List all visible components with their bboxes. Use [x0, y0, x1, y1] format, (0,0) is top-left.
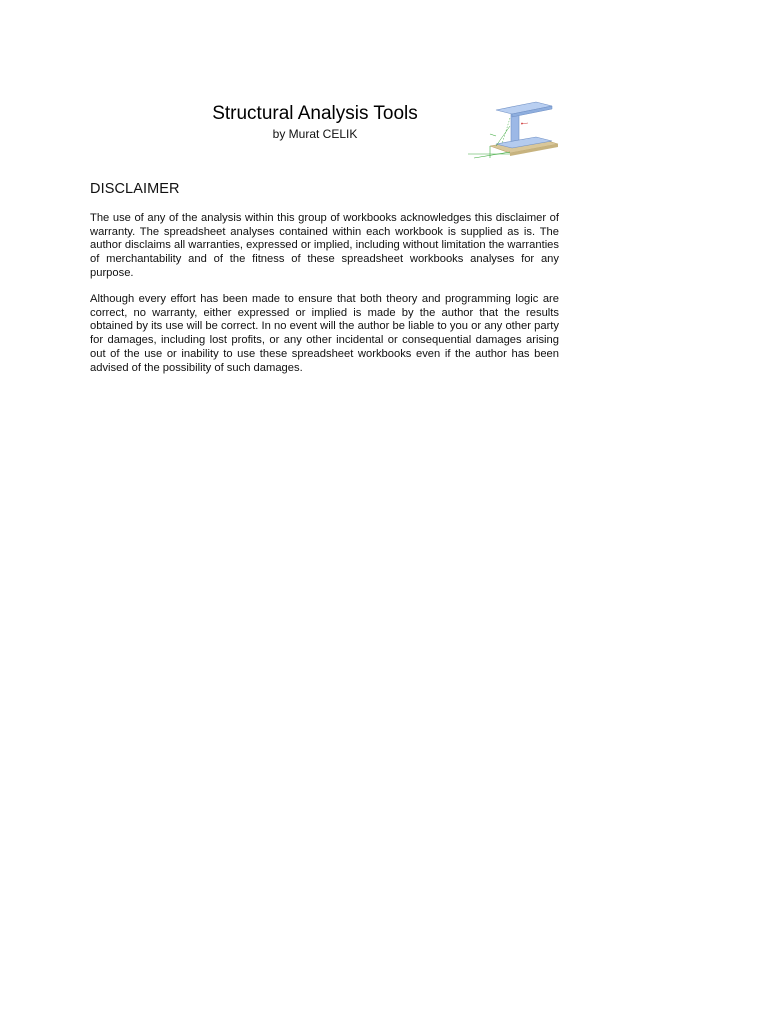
document-title: Structural Analysis Tools — [212, 103, 418, 124]
dimension-line — [502, 118, 510, 144]
disclaimer-paragraph: Although every effort has been made to ensure that both theory and programming logic are correct, no warranty, either expressed or implied is made by the author that the results obtained by its use will be correct. In no event will the author be liable to you or any other party for damages, including lost profits, or any other incidental or consequential damages arising out of the use or inability to use these spreadsheet workbooks even if the author has been advised of the possibility of such damages. — [90, 293, 559, 374]
document-byline: by Murat CELIK — [272, 127, 358, 141]
steel-i-beam-icon — [466, 96, 560, 166]
annotation-mark — [490, 134, 496, 136]
dimension-line — [474, 152, 510, 158]
disclaimer-paragraph: The use of any of the analysis within this group of workbooks acknowledges this disclaimer of warranty. The spreadsheet analyses contained within each workbook is supplied as is. The author disclaims all warranties, expressed or implied, including without limitation the warranties of merchantability and of the fitness of these spreadsheet workbooks analyses for any purpose. — [90, 212, 559, 279]
section-heading: DISCLAIMER — [90, 181, 180, 197]
annotation-dot — [521, 123, 523, 125]
